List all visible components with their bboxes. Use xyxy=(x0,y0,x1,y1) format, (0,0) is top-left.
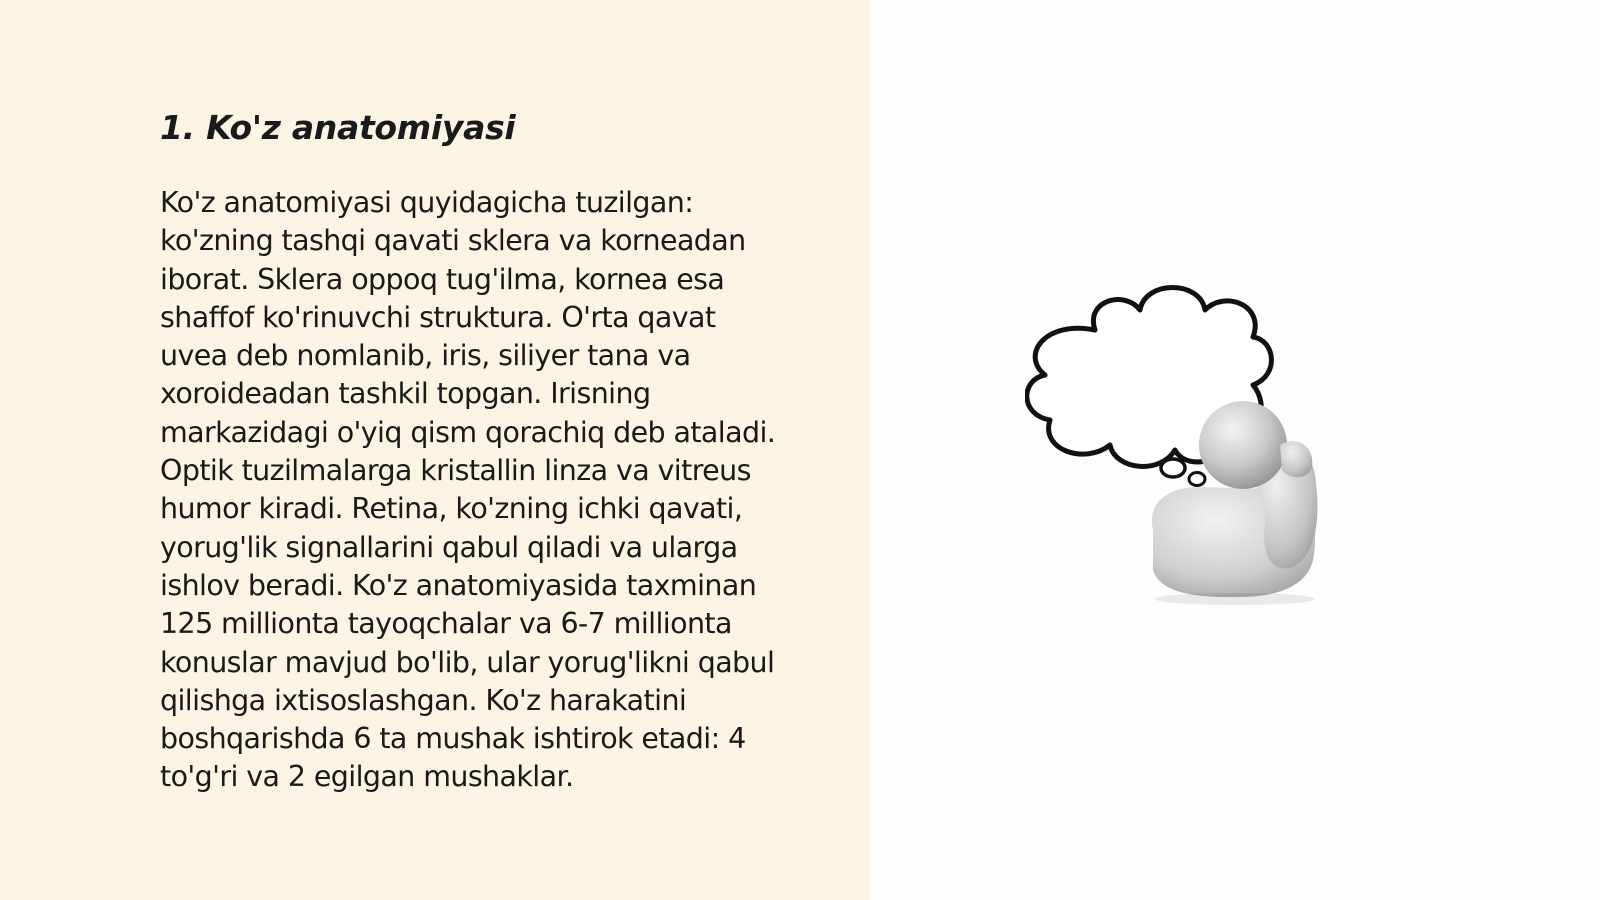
body-line: to'g'ri va 2 egilgan mushaklar. xyxy=(160,760,574,794)
slide-title: 1. Ko'z anatomiyasi xyxy=(160,108,516,147)
body-line: shaffof ko'rinuvchi struktura. O'rta qavat xyxy=(160,300,716,334)
body-line: yorug'lik signallarini qabul qiladi va ularga xyxy=(160,530,738,564)
body-line: uvea deb nomlanib, iris, siliyer tana va xyxy=(160,339,691,373)
body-line: Ko'z anatomiyasi quyidagicha tuzilgan: xyxy=(160,186,694,219)
body-line: markazidagi o'yiq qism qorachiq deb ataladi. xyxy=(160,415,776,449)
body-line: 125 millionta tayoqchalar va 6-7 millionta xyxy=(160,607,732,641)
body-line: xoroideadan tashkil topgan. Irisning xyxy=(160,377,651,411)
body-line: ishlov beradi. Ko'z anatomiyasida taxminan xyxy=(160,568,757,602)
slide-content xyxy=(160,106,850,797)
body-line: humor kiradi. Retina, ko'zning ichki qavati, xyxy=(160,492,743,526)
thinking-person-icon xyxy=(1025,275,1355,620)
body-line: ko'zning tashqi qavati sklera va korneadan xyxy=(160,224,746,258)
body-line: qilishga ixtisoslashgan. Ko'z harakatini xyxy=(160,683,687,717)
body-line: boshqarishda 6 ta mushak ishtirok etadi: 4 xyxy=(160,722,746,756)
body-line: konuslar mavjud bo'lib, ular yorug'likni qabul xyxy=(160,645,775,679)
body-line: Optik tuzilmalarga kristallin linza va vitreus xyxy=(160,454,751,488)
slide-body-text xyxy=(160,184,850,797)
body-line: iborat. Sklera oppoq tug'ilma, kornea esa xyxy=(160,262,725,296)
